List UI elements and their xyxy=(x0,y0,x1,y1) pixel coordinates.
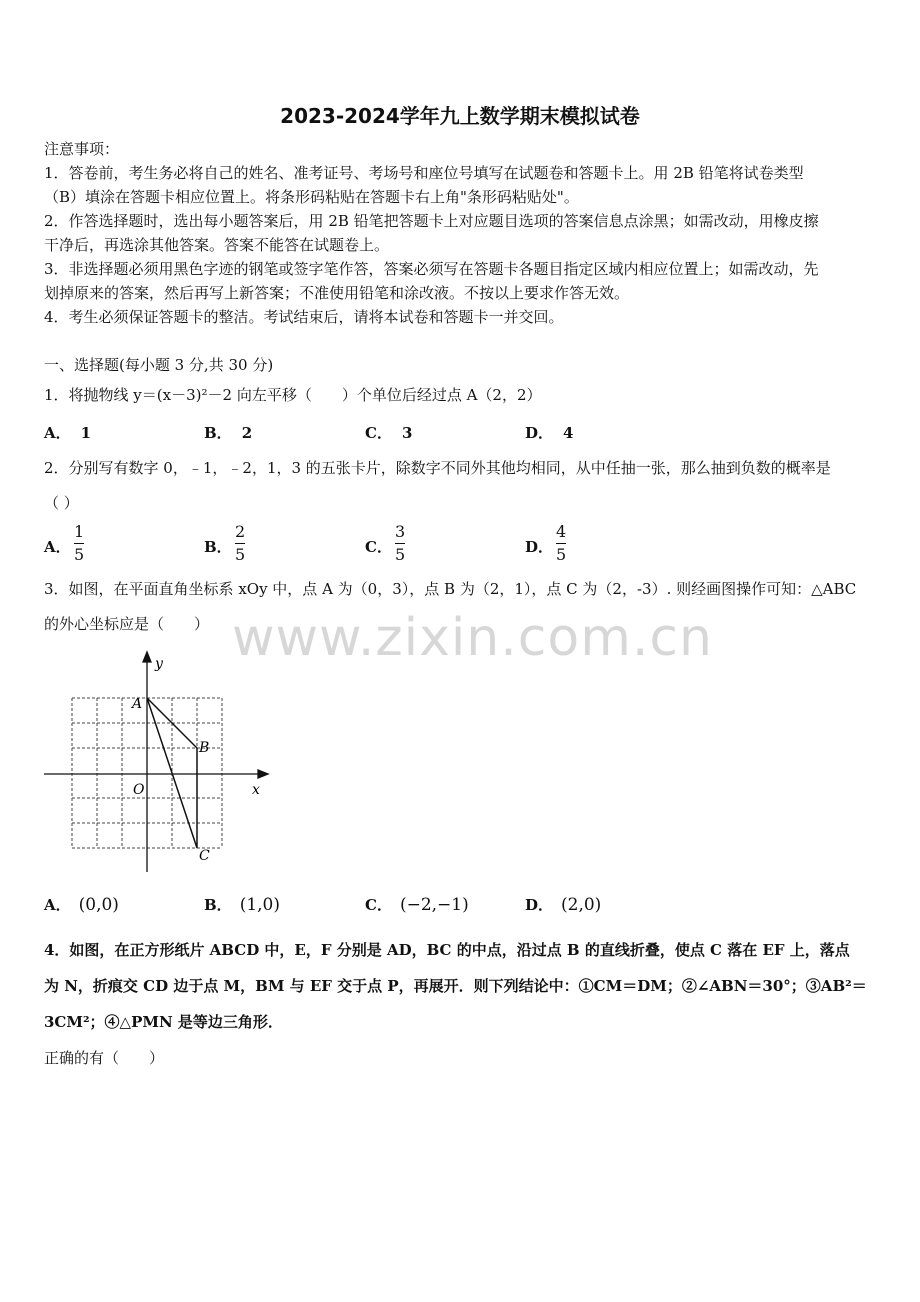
question-3-stem: 3．如图，在平面直角坐标系 xOy 中，点 A 为（0，3），点 B 为（2，1），点 C 为（2，-3）. 则经画图操作可知：△ABC xyxy=(44,580,857,598)
option-a[interactable]: A． xyxy=(44,538,71,556)
option-a[interactable]: A． (0,0) xyxy=(44,895,119,915)
question-1-stem: 1．将抛物线 y＝(x－3)²－2 向左平移（ ）个单位后经过点 A（2，2） xyxy=(44,386,542,404)
notice-line: 划掉原来的答案，然后再写上新答案；不准使用铅笔和涂改液。不按以上要求作答无效。 xyxy=(44,284,630,302)
notice-line: （B）填涂在答题卡相应位置上。将条形码粘贴在答题卡右上角"条形码粘贴处"。 xyxy=(44,188,579,206)
option-c[interactable]: C． xyxy=(365,538,392,556)
question-3-options xyxy=(44,894,880,924)
question-4-line: 3CM²；④△PMN 是等边三角形． xyxy=(44,1013,283,1031)
option-c[interactable]: C． (−2,−1) xyxy=(365,895,469,915)
option-b[interactable]: B． xyxy=(204,538,232,556)
question-3-stem-cont: 的外心坐标应是（ ） xyxy=(44,615,210,633)
option-c[interactable]: C． 3 xyxy=(365,424,413,442)
question-2-stem-cont: （ ） xyxy=(44,494,79,512)
option-d[interactable]: D． xyxy=(525,538,554,556)
axis-label-x: x xyxy=(252,782,260,798)
option-a[interactable]: A． 1 xyxy=(44,424,92,442)
fraction: 1 5 xyxy=(74,522,85,564)
question-1-options xyxy=(44,422,880,452)
fraction: 4 5 xyxy=(556,522,567,564)
question-2-options xyxy=(44,522,880,572)
axes xyxy=(44,652,268,872)
option-d[interactable]: D． 4 xyxy=(525,424,574,442)
exam-title: 2023-2024学年九上数学期末模拟试卷 xyxy=(280,104,640,128)
question-4-ask: 正确的有（ ） xyxy=(44,1049,165,1067)
section-heading: 一、选择题(每小题 3 分,共 30 分) xyxy=(44,356,274,374)
question-4-line: 4．如图，在正方形纸片 ABCD 中，E，F 分别是 AD，BC 的中点，沿过点 B 的直线折叠，使点 C 落在 EF 上，落点 xyxy=(44,941,850,959)
option-b[interactable]: B． (1,0) xyxy=(204,895,280,915)
fraction: 3 5 xyxy=(395,522,406,564)
notice-line: 1．答卷前，考生务必将自己的姓名、准考证号、考场号和座位号填写在试题卷和答题卡上。用 2B 铅笔将试卷类型 xyxy=(44,164,804,182)
notice-heading: 注意事项： xyxy=(44,140,120,158)
coordinate-figure xyxy=(40,648,280,878)
watermark: www.zixin.com.cn xyxy=(232,608,713,668)
point-label-c: C xyxy=(199,848,210,864)
option-d[interactable]: D． (2,0) xyxy=(525,895,602,915)
question-2-stem: 2．分别写有数字 0，﹣1，﹣2，1，3 的五张卡片，除数字不同外其他均相同，从中任抽一张，那么抽到负数的概率是 xyxy=(44,459,831,477)
option-b[interactable]: B． 2 xyxy=(204,424,253,442)
notice-line: 干净后，再选涂其他答案。答案不能答在试题卷上。 xyxy=(44,236,390,254)
question-4-line: 为 N，折痕交 CD 边于点 M，BM 与 EF 交于点 P，再展开．则下列结论中：①CM＝DM；②∠ABN＝30°；③AB²＝ xyxy=(44,977,867,995)
notice-line: 2．作答选择题时，选出每小题答案后，用 2B 铅笔把答题卡上对应题目选项的答案信息点涂黑；如需改动，用橡皮擦 xyxy=(44,212,819,230)
notice-line: 4．考生必须保证答题卡的整洁。考试结束后，请将本试卷和答题卡一并交回。 xyxy=(44,308,564,326)
notice-line: 3．非选择题必须用黑色字迹的钢笔或签字笔作答，答案必须写在答题卡各题目指定区域内相应位置上；如需改动，先 xyxy=(44,260,819,278)
point-label-a: A xyxy=(132,696,143,712)
axis-label-y: y xyxy=(155,656,163,672)
fraction: 2 5 xyxy=(235,522,246,564)
origin-label: O xyxy=(133,782,145,798)
point-label-b: B xyxy=(199,740,210,756)
